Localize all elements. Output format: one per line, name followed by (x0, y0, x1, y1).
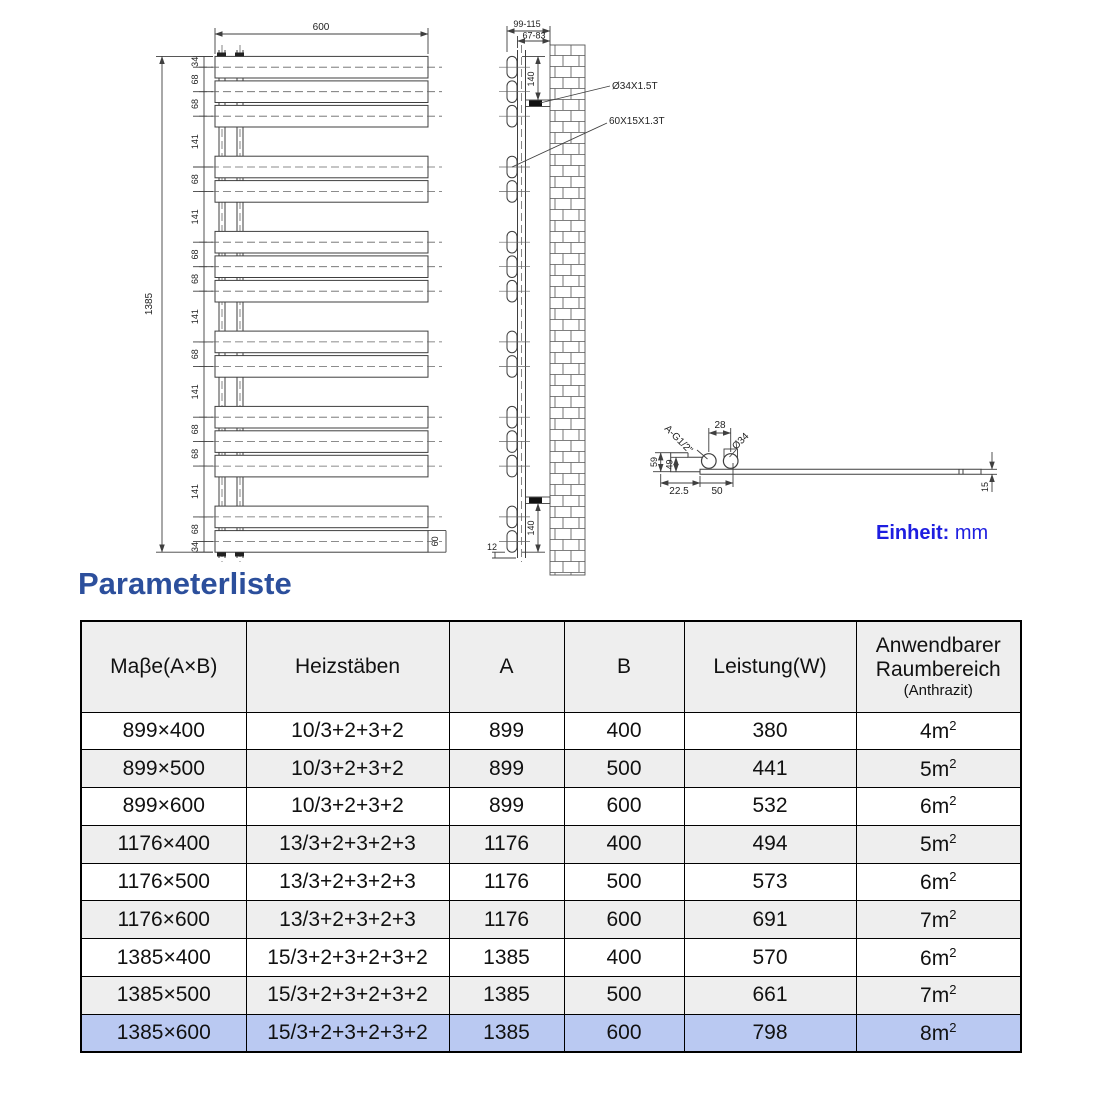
cell-area: $5m^2$ (856, 825, 1021, 863)
header-power: Leistung(W) (684, 621, 856, 712)
table-row-highlighted (81, 1014, 1021, 1052)
cell-a: 1176 (449, 863, 564, 901)
dim-depth-outer: 99-115 (513, 19, 541, 29)
dim-pipe-bottom: 12 (486, 542, 497, 552)
svg-text:68: 68 (190, 98, 200, 110)
header-area: Anwendbarer Raumbereich (Anthrazit) (856, 621, 1021, 712)
cell-power: 380 (684, 712, 856, 750)
table-row (81, 712, 1021, 750)
svg-text:68: 68 (190, 273, 200, 285)
cell-rods: 13/3+2+3+2+3 (246, 901, 449, 939)
svg-text:68: 68 (190, 249, 200, 260)
dim-thickness: 15 (980, 481, 990, 493)
cell-size: 1385×500 (81, 977, 246, 1015)
cell-size: 1176×600 (81, 901, 246, 939)
cell-a: 1176 (449, 901, 564, 939)
cell-area: $7m^2$ (856, 901, 1021, 939)
table-row (81, 750, 1021, 788)
cell-rods: 13/3+2+3+2+3 (246, 825, 449, 863)
front-chain-labels (190, 57, 200, 552)
table-row (81, 825, 1021, 863)
cell-size: 1176×500 (81, 863, 246, 901)
header-a: A (449, 621, 564, 712)
header-rods: Heizstäben (246, 621, 449, 712)
cell-rods: 10/3+2+3+2 (246, 750, 449, 788)
bar-spec-label: 60X15X1.3T (609, 116, 665, 127)
wall-bracket-bottom (526, 497, 551, 504)
svg-text:34: 34 (190, 541, 200, 553)
cell-a: 1385 (449, 1014, 564, 1052)
cell-power: 570 (684, 939, 856, 977)
svg-text:68: 68 (190, 174, 200, 185)
cell-a: 1385 (449, 977, 564, 1015)
cell-b: 400 (564, 825, 684, 863)
svg-text:141: 141 (190, 309, 200, 325)
pipe-spec-label: Ø34X1.5T (612, 81, 658, 92)
cell-rods: 10/3+2+3+2 (246, 712, 449, 750)
cell-size: 1176×400 (81, 825, 246, 863)
cell-b: 600 (564, 1014, 684, 1052)
side-view (487, 19, 665, 575)
table-header-row (81, 621, 1021, 712)
cell-rods: 13/3+2+3+2+3 (246, 863, 449, 901)
cell-rods: 15/3+2+3+2+3+2 (246, 1014, 449, 1052)
dim-bracket-top: 140 (526, 71, 536, 87)
table-row (81, 977, 1021, 1015)
cell-a: 899 (449, 712, 564, 750)
cell-size: 1385×400 (81, 939, 246, 977)
unit-note-value: mm (949, 522, 989, 544)
header-b: B (564, 621, 684, 712)
cell-power: 441 (684, 750, 856, 788)
unit-note-label: Einheit: (876, 522, 950, 544)
dim-center-distance: 28 (714, 420, 726, 431)
cell-size: 899×400 (81, 712, 246, 750)
diameter-label: Ø34 (730, 430, 752, 453)
svg-text:68: 68 (190, 74, 200, 85)
dim-pitch: 50 (711, 486, 723, 497)
cell-rods: 15/3+2+3+2+3+2 (246, 977, 449, 1015)
cell-a: 899 (449, 788, 564, 826)
svg-text:141: 141 (190, 384, 200, 400)
cell-b: 500 (564, 863, 684, 901)
front-view (144, 22, 446, 562)
dim-height-inner: 49 (664, 459, 675, 470)
thread-label: A-G1/2" (661, 423, 695, 457)
svg-text:141: 141 (190, 134, 200, 150)
cell-size: 899×600 (81, 788, 246, 826)
unit-note (876, 522, 988, 545)
svg-text:34: 34 (190, 56, 200, 67)
cell-b: 500 (564, 977, 684, 1015)
header-size: Maβe(A×B) (81, 621, 246, 712)
dim-depth-inner: 67-83 (522, 30, 546, 41)
cell-area: $5m^2$ (856, 750, 1021, 788)
svg-text:141: 141 (190, 483, 200, 500)
cell-power: 798 (684, 1014, 856, 1052)
cell-area: $6m^2$ (856, 939, 1021, 977)
cell-b: 600 (564, 901, 684, 939)
cell-b: 600 (564, 788, 684, 826)
dim-height-outer: 59 (649, 456, 659, 468)
table-row (81, 939, 1021, 977)
cell-a: 1385 (449, 939, 564, 977)
cell-power: 494 (684, 825, 856, 863)
dim-bracket-bottom: 140 (526, 520, 536, 536)
svg-text:68: 68 (190, 524, 200, 535)
parameter-table (80, 620, 1022, 1053)
table-row (81, 863, 1021, 901)
cell-area: $8m^2$ (856, 1014, 1021, 1052)
cell-rods: 10/3+2+3+2 (246, 788, 449, 826)
table-row (81, 788, 1021, 826)
cell-b: 500 (564, 750, 684, 788)
svg-text:68: 68 (190, 424, 200, 435)
cell-b: 400 (564, 712, 684, 750)
brick-wall (550, 45, 585, 575)
cell-rods: 15/3+2+3+2+3+2 (246, 939, 449, 977)
cell-area: $6m^2$ (856, 788, 1021, 826)
cell-area: $7m^2$ (856, 977, 1021, 1015)
dim-front-height: 1385 (144, 292, 155, 316)
wall-bracket-top (526, 100, 551, 107)
cell-power: 573 (684, 863, 856, 901)
cell-size: 899×500 (81, 750, 246, 788)
svg-text:68: 68 (190, 349, 200, 360)
cell-b: 400 (564, 939, 684, 977)
page-title: Parameterliste (78, 566, 292, 601)
cell-size: 1385×600 (81, 1014, 246, 1052)
cell-power: 532 (684, 788, 856, 826)
detail-view (649, 420, 997, 497)
cell-area: $4m^2$ (856, 712, 1021, 750)
dim-bar-height: 60 (430, 536, 440, 547)
svg-text:68: 68 (190, 448, 200, 459)
cell-a: 899 (449, 750, 564, 788)
table-row (81, 901, 1021, 939)
cell-power: 661 (684, 977, 856, 1015)
dim-edge-offset: 22.5 (669, 486, 689, 497)
svg-text:141: 141 (190, 209, 200, 225)
cell-power: 691 (684, 901, 856, 939)
dim-front-width: 600 (312, 22, 330, 33)
cell-area: $6m^2$ (856, 863, 1021, 901)
cell-a: 1176 (449, 825, 564, 863)
